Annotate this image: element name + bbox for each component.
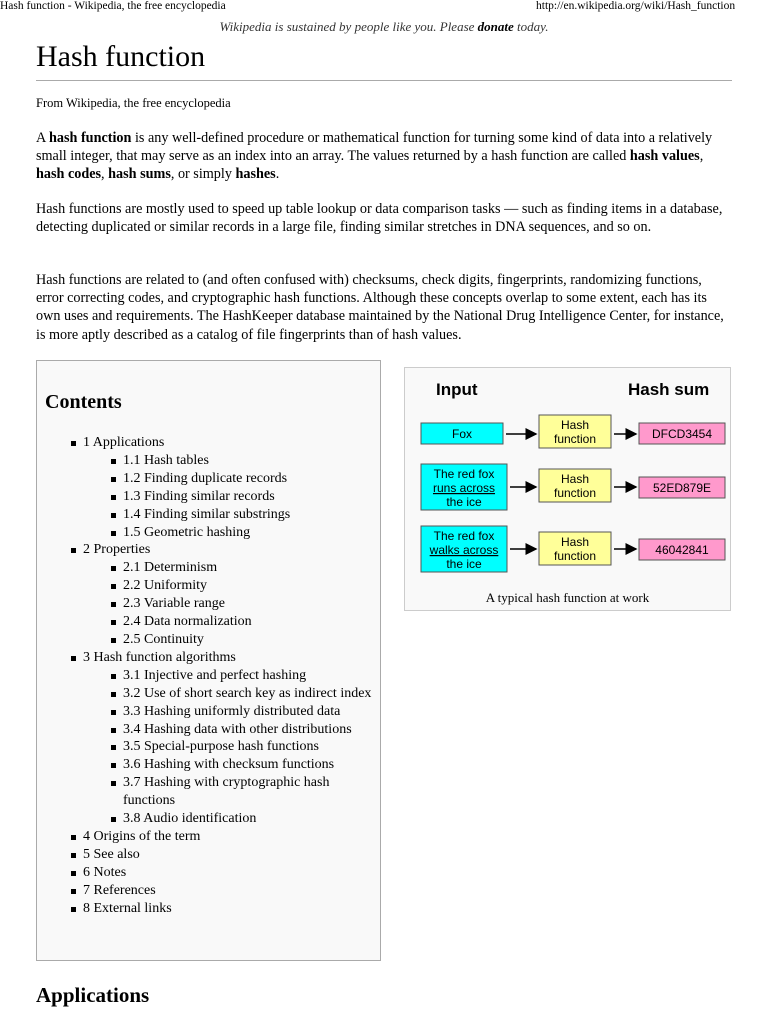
toc-item-see-also[interactable]: 5 See also [83,846,373,864]
toc-item[interactable]: 1.5 Geometric hashing [123,524,373,542]
page-title: Hash function [36,40,206,73]
toc-item-algorithms[interactable]: 3 Hash function algorithms 3.1 Injective and perfect hashing 3.2 Use of short search key as indirect index 3.3 Hashing uniformly distributed data 3.4 Hashing data with other distributions 3.5 Special-purpose hash functions 3.6 Hashing with checksum functions 3.7 Hashing with cryptographic hash functions 3.8 Audio identification [83,649,372,827]
func-text: function [553,549,597,563]
toc-item[interactable]: 2.1 Determinism [123,559,373,577]
intro-paragraph: A hash function is any well-defined procedure or mathematical function for turning some kind of data into a relatively small integer, that may serve as an index into an array. The values returned by a hash function are called hash values, hash codes, hash sums, or simply hashes. [36,130,713,183]
site-notice-tail: today. [513,19,549,34]
toc-item-notes[interactable]: 6 Notes [83,864,373,882]
toc-item[interactable]: 3.5 Special-purpose hash functions [123,738,373,756]
func-text: Hash [560,418,590,432]
hash-sum-header: Hash sum [628,380,710,399]
func-text: function [553,432,597,446]
input-header: Input [436,380,478,399]
toc-item[interactable]: 2.5 Continuity [123,631,373,649]
uses-paragraph: Hash functions are mostly used to speed up table lookup or data comparison tasks — such as finding items in a database, detecting duplicated or similar records in a large file, finding similar stretches in DNA sequences, and so on. [36,201,723,236]
toc-item[interactable]: 1.3 Finding similar records [123,488,373,506]
toc-item[interactable]: 2.2 Uniformity [123,577,373,595]
related-paragraph: Hash functions are related to (and often confused with) checksums, check digits, fingerprints, randomizing functions, error correcting codes, and cryptographic hash functions. Although these concepts overlap to some extent, each has its own uses and requirements. The HashKeeper database maintained by the National Drug Intelligence Center, for instance, is more aptly described as a catalog of file fingerprints than of hash values. [36,272,724,343]
input-text: the ice [446,495,482,509]
toc-item[interactable]: 1.1 Hash tables [123,452,373,470]
input-text: Fox [451,427,473,441]
input-text: The red fox [433,467,495,481]
title-divider [36,80,732,81]
toc-item[interactable]: 1.2 Finding duplicate records [123,470,373,488]
figure-caption: A typical hash function at work [485,590,650,605]
toc-item[interactable]: 1.4 Finding similar substrings [123,506,373,524]
toc-item-properties[interactable]: 2 Properties 2.1 Determinism 2.2 Uniformity 2.3 Variable range 2.4 Data normalization 2.5 Continuity [83,541,373,648]
toc-item-external-links[interactable]: 8 External links [83,900,373,918]
toc-item[interactable]: 3.3 Hashing uniformly distributed data [123,703,373,721]
print-header [0,0,768,14]
site-sub: From Wikipedia, the free encyclopedia [36,96,231,110]
site-notice-text: Wikipedia is sustained by people like you. Please [219,19,478,34]
input-text: the ice [446,557,482,571]
toc-item-references[interactable]: 7 References [83,882,373,900]
toc-item[interactable]: 3.1 Injective and perfect hashing [123,667,373,685]
input-text: runs across [432,481,496,495]
func-text: function [553,486,597,500]
table-of-contents [36,360,381,961]
toc-item[interactable]: 3.2 Use of short search key as indirect index [123,685,372,701]
toc-item[interactable]: 3.7 Hashing with cryptographic hash functions [123,774,373,810]
hash-diagram [409,372,726,586]
toc-item-applications[interactable]: 1 Applications 1.1 Hash tables 1.2 Finding duplicate records 1.3 Finding similar records 1.4 Finding similar substrings 1.5 Geometric hashing [83,434,373,541]
toc-item[interactable]: 3.6 Hashing with checksum functions [123,756,373,774]
toc-item[interactable]: 3.8 Audio identification [123,810,373,828]
toc-title: Contents [45,391,122,413]
hash-sum-text: 46042841 [655,543,709,557]
input-text: walks across [429,543,499,557]
toc-list [83,434,373,917]
print-url: http://en.wikipedia.org/wiki/Hash_function [536,0,736,12]
donate-link[interactable]: donate [477,19,514,34]
toc-item[interactable]: 3.4 Hashing data with other distributions [123,721,373,739]
toc-item[interactable]: 2.3 Variable range [123,595,373,613]
toc-item-origins[interactable]: 4 Origins of the term [83,828,373,846]
input-text: The red fox [433,529,495,543]
func-text: Hash [560,535,590,549]
func-text: Hash [560,472,590,486]
figure-thumbnail[interactable] [404,367,731,611]
toc-item[interactable]: 2.4 Data normalization [123,613,373,631]
site-notice [0,19,768,35]
hash-sum-text: DFCD3454 [651,427,713,441]
hash-sum-text: 52ED879E [652,481,712,495]
print-page-title: Hash function - Wikipedia, the free encyclopedia [0,0,226,12]
section-heading-applications: Applications [36,983,150,1007]
